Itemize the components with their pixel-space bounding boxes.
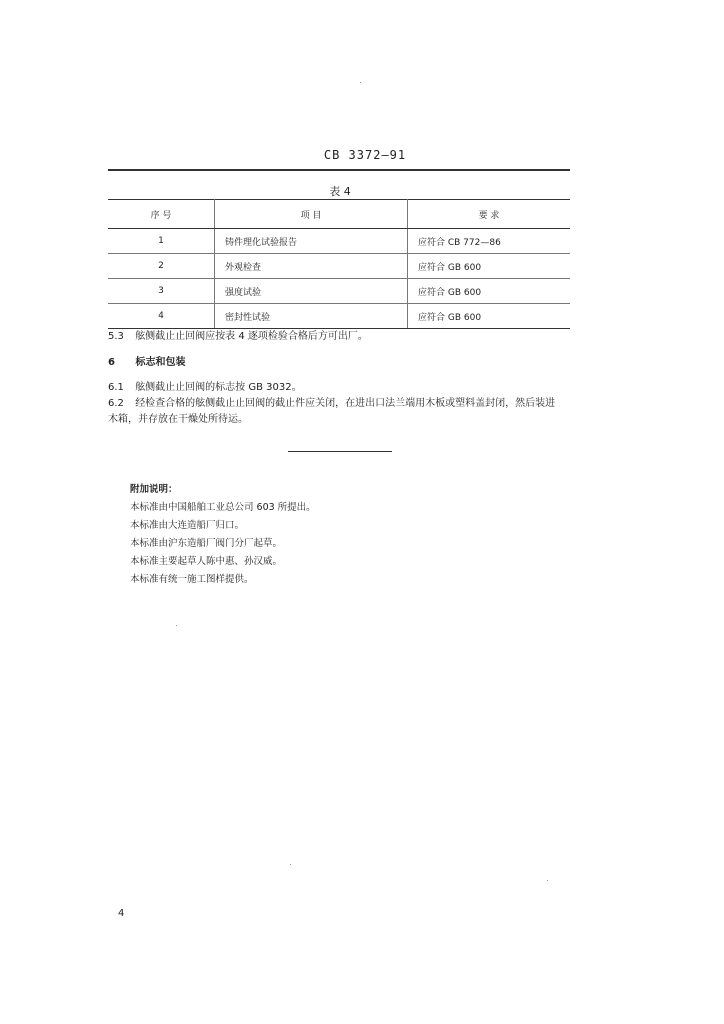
header-rule: [108, 169, 570, 171]
clause-number: 5.3: [108, 331, 124, 342]
note-line: 本标准由大连造船厂归口。: [130, 520, 245, 531]
clause-text-line-2: 木箱，并存放在干燥处所待运。: [108, 414, 248, 425]
table-caption: 表 4: [329, 185, 351, 198]
note-line: 本标准由沪东造船厂阀门分厂起草。: [130, 538, 283, 549]
cell-number: 4: [108, 304, 215, 329]
scan-speck: [547, 880, 548, 881]
clause-text-line-1: 经检查合格的舷侧截止止回阀的截止件应关闭，在进出口法兰端用木板或塑料盖封闭，然后装进: [135, 398, 556, 409]
scan-speck: [290, 864, 291, 865]
col-header-number: 序 号: [108, 200, 215, 229]
table-row: [108, 279, 570, 304]
section-number: 6: [108, 357, 115, 368]
clause-text: 舷侧截止止回阀的标志按 GB 3032。: [135, 382, 302, 393]
note-line: 本标准有统一施工图样提供。: [130, 574, 254, 585]
clause-number: 6.2: [108, 398, 124, 409]
clause-5-3: [108, 329, 368, 345]
cell-item: 密封性试验: [215, 304, 408, 329]
page-number: 4: [118, 908, 125, 919]
clause-6-2-continuation: [108, 412, 248, 428]
clause-6-1: [108, 380, 302, 396]
table-row: [108, 229, 570, 254]
col-header-requirement: 要 求: [408, 200, 571, 229]
note-line: 本标准主要起草人陈中惠、孙汉威。: [130, 556, 283, 567]
cell-number: 2: [108, 254, 215, 279]
cell-number: 3: [108, 279, 215, 304]
scan-speck: [176, 625, 177, 626]
section-6-heading: [108, 355, 185, 371]
clause-text: 舷侧截止止回阀应按表 4 逐项检验合格后方可出厂。: [135, 331, 368, 342]
table-header-row: [108, 200, 570, 229]
section-title: 标志和包装: [135, 357, 186, 368]
note-line: 本标准由中国船舶工业总公司 603 所提出。: [130, 502, 316, 513]
cell-number: 1: [108, 229, 215, 254]
cell-item: 铸件理化试验报告: [215, 229, 408, 254]
table-row: [108, 304, 570, 329]
clause-number: 6.1: [108, 382, 124, 393]
notes-title: 附加说明：: [130, 484, 178, 495]
cell-item: 强度试验: [215, 279, 408, 304]
clause-6-2: [108, 396, 555, 412]
cell-requirement: 应符合 GB 600: [408, 279, 571, 304]
table-row: [108, 254, 570, 279]
scan-speck: [360, 82, 361, 83]
col-header-item: 项 目: [215, 200, 408, 229]
cell-requirement: 应符合 GB 600: [408, 304, 571, 329]
cell-requirement: 应符合 CB 772—86: [408, 229, 571, 254]
cell-requirement: 应符合 GB 600: [408, 254, 571, 279]
end-separator-rule: [288, 451, 392, 452]
cell-item: 外观检查: [215, 254, 408, 279]
requirements-table: [108, 199, 570, 329]
document-number: CB 3372—91: [323, 148, 407, 162]
